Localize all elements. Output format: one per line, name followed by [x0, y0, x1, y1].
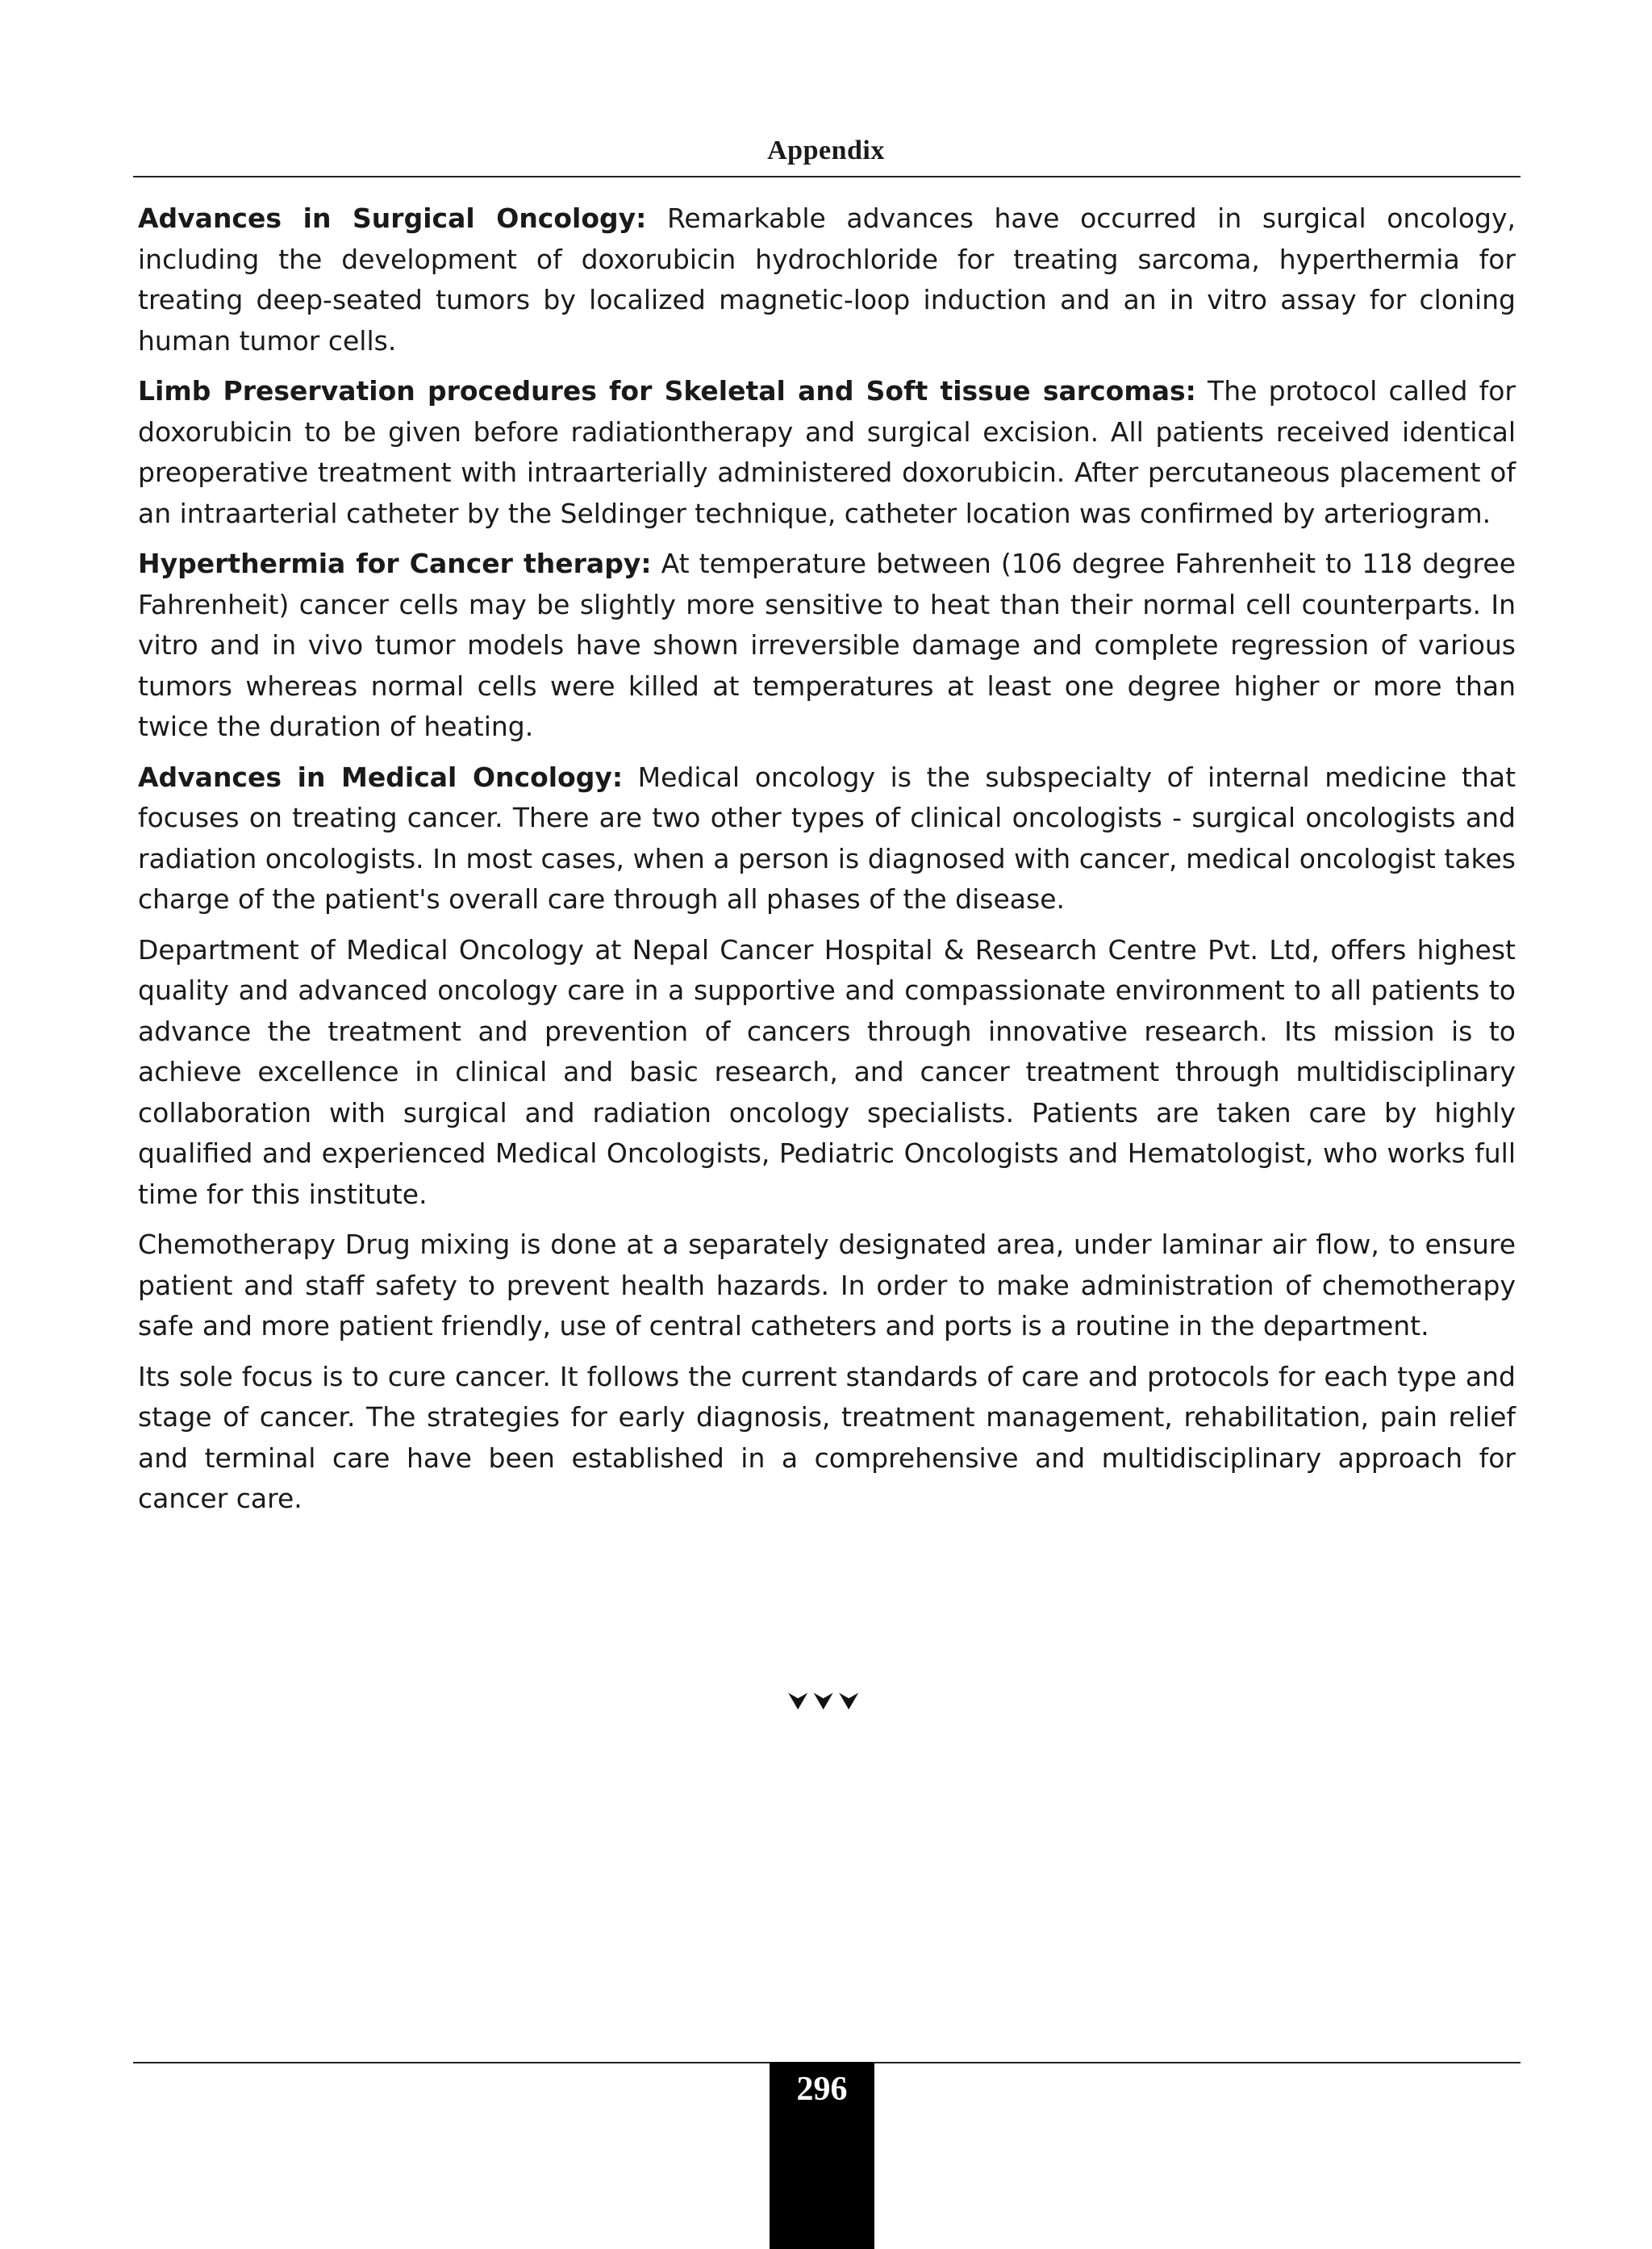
- section-heading: Advances in Medical Oncology:: [138, 761, 624, 793]
- section-heading: Hyperthermia for Cancer therapy:: [138, 548, 652, 579]
- section-text: At temperature between (106 degree Fahrenheit to 118 degree Fahrenheit) cancer cells may be slightly more sensitive to heat than their normal cell counterparts. In vitro and in vivo tumor models have shown irreversible damage and complete regression of various tumors whereas normal cells were killed at temperatures at least one degree higher or more than twice the duration of heating.: [138, 548, 1516, 742]
- section-text: Medical oncology is the subspecialty of internal medicine that focuses on treating cancer. There are two other types of clinical oncologists - surgical oncologists and radiation oncologists. In most cases, when a person is diagnosed with cancer, medical oncologist takes charge of the patient's overall care through all phases of the disease.: [138, 761, 1516, 915]
- section-medical-oncology: [138, 757, 1516, 920]
- page-number: 296: [796, 2071, 848, 2108]
- end-of-section-ornament: ⮟⮟⮟: [787, 1688, 865, 1716]
- section-text: The protocol called for doxorubicin to be given before radiationtherapy and surgical excision. All patients received identical preoperative treatment with intraarterially administered doxorubicin. After percutaneous placement of an intraarterial catheter by the Seldinger technique, catheter location was confirmed by arteriogram.: [138, 375, 1516, 529]
- header-divider: [133, 176, 1521, 177]
- paragraph-chemotherapy: Chemotherapy Drug mixing is done at a separately designated area, under laminar air flow, to ensure patient and staff safety to prevent health hazards. In order to make administration of chemotherapy safe and more patient friendly, use of central catheters and ports is a routine in the department.: [138, 1229, 1516, 1341]
- section-heading: Limb Preservation procedures for Skeletal and Soft tissue sarcomas:: [138, 375, 1196, 407]
- section-text: Remarkable advances have occurred in surgical oncology, including the development of doxorubicin hydrochloride for treating sarcoma, hyperthermia for treating deep-seated tumors by localized magnetic-loop induction and an in vitro assay for cloning human tumor cells.: [138, 202, 1516, 357]
- page-number-tab: [770, 2062, 874, 2249]
- page-body: [138, 198, 1516, 1529]
- section-surgical-oncology: [138, 198, 1516, 361]
- section-limb-preservation: [138, 371, 1516, 534]
- section-hyperthermia: [138, 544, 1516, 748]
- section-heading: Advances in Surgical Oncology:: [138, 202, 647, 234]
- paragraph-focus: Its sole focus is to cure cancer. It follows the current standards of care and protocols for each type and stage of cancer. The strategies for early diagnosis, treatment management, rehabilitation, pain relief and terminal care have been established in a comprehensive and multidisciplinary approach for cancer care.: [138, 1360, 1516, 1514]
- running-header: Appendix: [767, 136, 885, 165]
- paragraph-department: Department of Medical Oncology at Nepal Cancer Hospital & Research Centre Pvt. Ltd, offers highest quality and advanced oncology care in a supportive and compassionate environment to all patients to advance the treatment and prevention of cancers through innovative research. Its mission is to achieve excellence in clinical and basic research, and cancer treatment through multidisciplinary collaboration with surgical and radiation oncology specialists. Patients are taken care by highly qualified and experienced Medical Oncologists, Pediatric Oncologists and Hematologist, who works full time for this institute.: [138, 933, 1516, 1210]
